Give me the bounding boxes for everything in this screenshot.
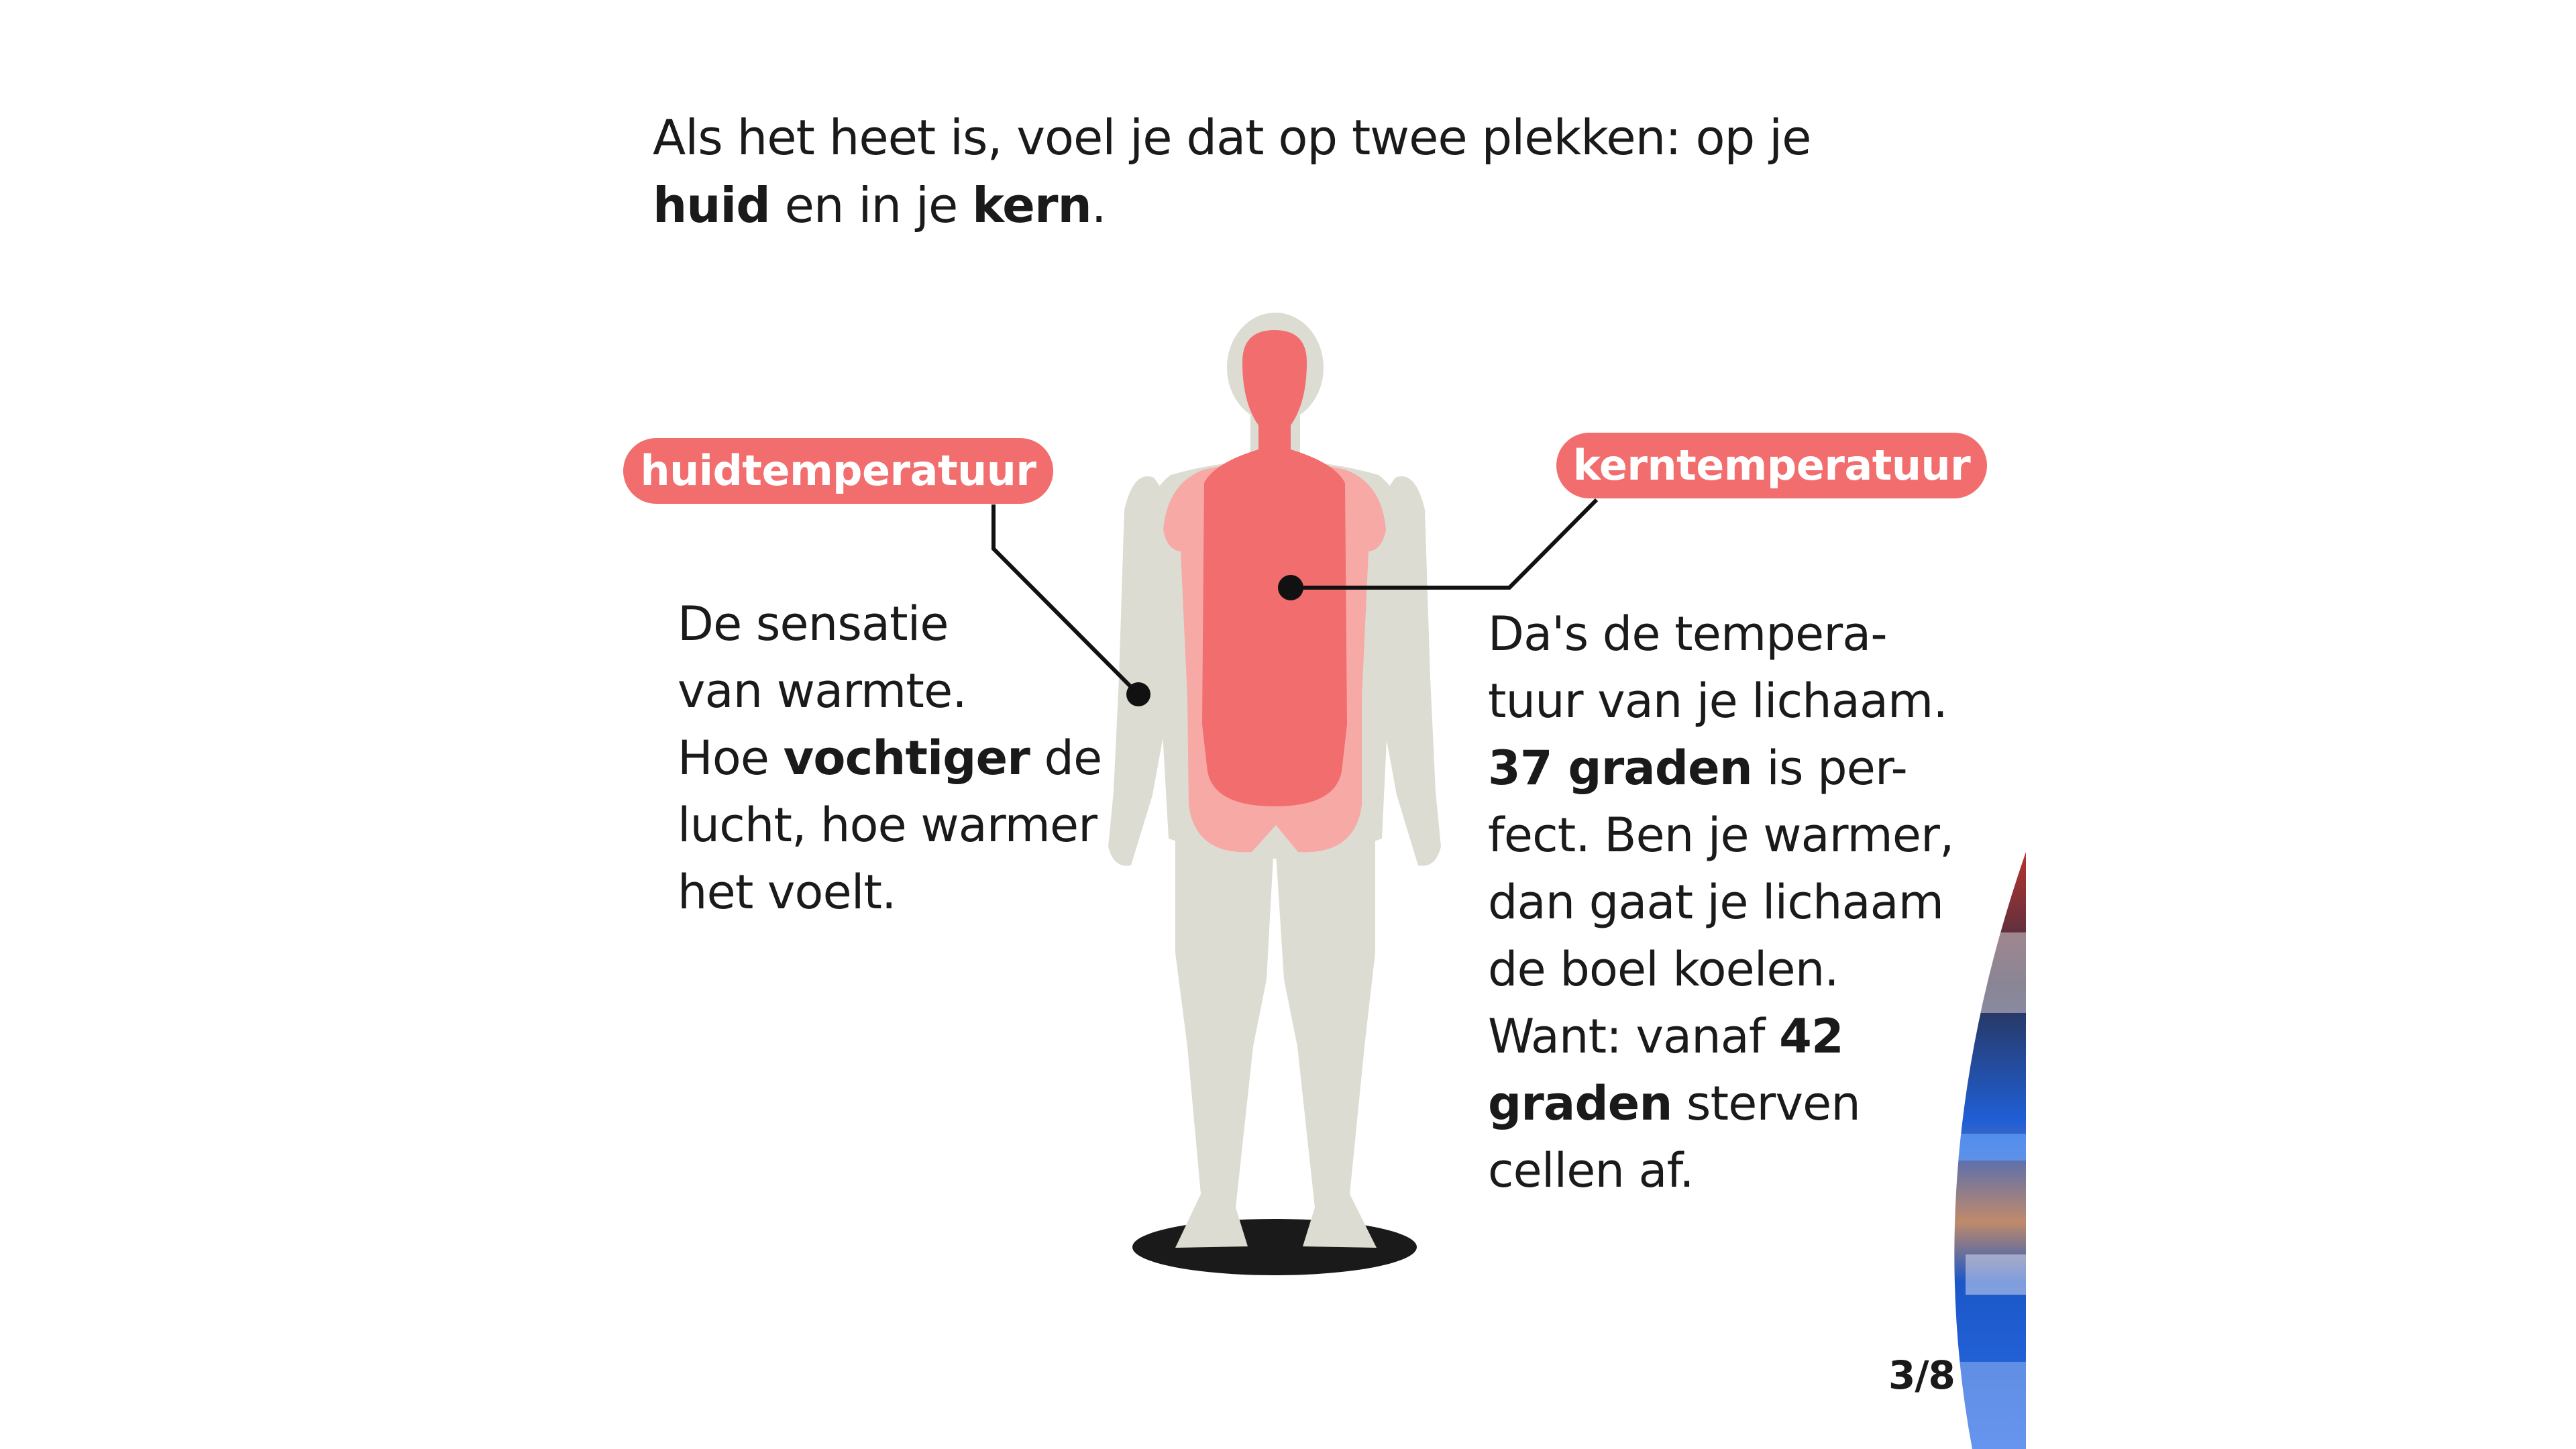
core-caption-text: sterven <box>1672 1076 1860 1131</box>
core-caption-emphasis: 42 <box>1779 1009 1843 1064</box>
core-caption-text: is per- <box>1752 741 1907 796</box>
skin-caption-line: het voelt. <box>678 865 896 920</box>
skin-caption-line: van warmte. <box>678 663 967 718</box>
core-caption-line: tuur van je lichaam. <box>1488 674 1947 729</box>
core-caption-line: de boel koelen. <box>1488 942 1839 997</box>
core-caption-line <box>1488 1003 1998 1070</box>
core-temperature-zone <box>1202 330 1347 806</box>
intro-end: . <box>1091 177 1106 233</box>
skin-caption-text: Hoe <box>678 731 784 786</box>
page-indicator: 3/8 <box>1888 1352 1955 1398</box>
core-caption-line: cellen af. <box>1488 1143 1694 1198</box>
skin-caption-line: lucht, hoe warmer <box>678 798 1097 853</box>
skin-caption-line: De sensatie <box>678 596 949 651</box>
core-caption-line <box>1488 1070 1998 1137</box>
intro-word-core: kern <box>972 177 1091 233</box>
core-leader-dot <box>1278 575 1303 600</box>
skin-temperature-label: huidtemperatuur <box>623 438 1053 504</box>
core-caption-emphasis: 37 graden <box>1488 741 1752 796</box>
core-temperature-label: kerntemperatuur <box>1556 433 1987 498</box>
core-caption-line: Da's de tempera- <box>1488 606 1887 661</box>
intro-mid: en in je <box>769 177 973 233</box>
next-slide-photo-preview[interactable] <box>1932 852 2026 1449</box>
skin-caption-line <box>678 724 1147 792</box>
skin-caption-text: de <box>1030 731 1102 786</box>
core-caption-emphasis: graden <box>1488 1076 1672 1131</box>
intro-line-1: Als het heet is, voel je dat op twee plekken: op je <box>653 109 1811 166</box>
core-caption-text: Want: vanaf <box>1488 1009 1780 1064</box>
core-caption-line <box>1488 735 1998 802</box>
intro-word-skin: huid <box>653 177 770 233</box>
skin-caption-emphasis: vochtiger <box>783 731 1030 786</box>
core-caption-line: dan gaat je lichaam <box>1488 875 1944 930</box>
core-caption-line: fect. Ben je warmer, <box>1488 808 1954 863</box>
photo-fragment <box>1932 852 2026 1449</box>
core-temperature-caption <box>1488 600 1998 1204</box>
skin-temperature-caption <box>678 590 1147 926</box>
